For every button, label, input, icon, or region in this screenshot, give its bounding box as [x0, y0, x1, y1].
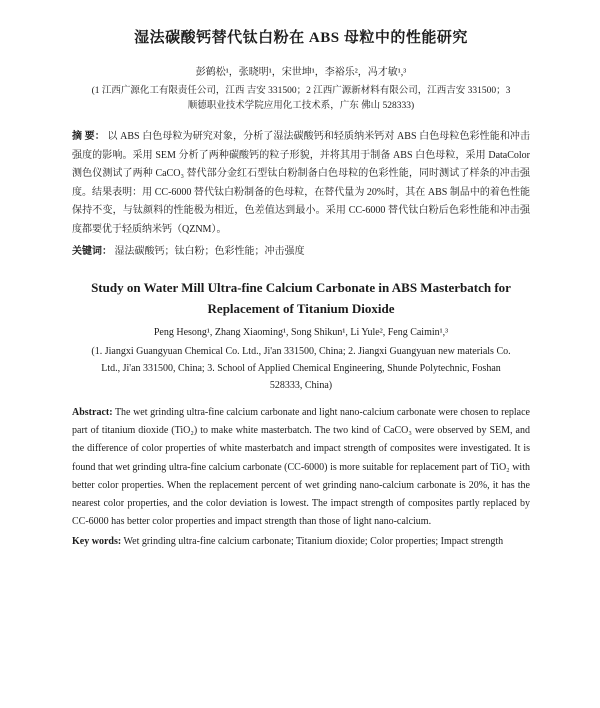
keywords-en: [72, 533, 530, 551]
keywords-text-en: Wet grinding ultra-fine calcium carbonate; Titanium dioxide; Color properties; Impact strength: [123, 536, 504, 548]
authors-en: Peng Hesong¹, Zhang Xiaoming¹, Song Shikun¹, Li Yule², Feng Caimin¹,³: [153, 327, 449, 338]
abstract-en: [72, 404, 530, 531]
paper-title-en: Study on Water Mill Ultra-fine Calcium Carbonate in ABS Masterbatch for Replacement of Titanium Dioxide: [91, 280, 511, 316]
paper-title-cn: 湿法碳酸钙替代钛白粉在 ABS 母粒中的性能研究: [134, 30, 468, 46]
abstract-label-cn: 摘 要：: [72, 131, 105, 142]
affiliation-cn: (1 江西广源化工有限责任公司，江西 吉安 331500；2 江西广源新材料有限公司，江西吉安 331500；3 顺德职业技术学院应用化工技术系，广东 佛山 528333): [91, 86, 511, 111]
keywords-text-cn: 湿法碳酸钙；钛白粉；色彩性能；冲击强度: [114, 246, 305, 257]
keywords-cn: [72, 243, 530, 261]
abstract-cn: [72, 128, 530, 239]
keywords-label-en: Key words:: [72, 536, 122, 548]
authors-cn: 彭鹤松¹，张晓明¹，宋世坤¹，李裕乐²，冯才敏¹,³: [195, 67, 407, 78]
abstract-text-cn: 以 ABS 白色母粒为研究对象，分析了湿法碳酸钙和轻质纳米钙对 ABS 白色母粒色彩性能和冲击强度的影响。采用 SEM 分析了两种碳酸钙的粒子形貌，并将其用于制备 ABS 白色母粒，采用 DataColor 测色仪测试了两种 CaCO₃ 替代部分金红石型钛白粉制备白色母粒的色彩性能，同时测试了样条的冲击强度。结果表明：用 CC-6000 替代钛白粉制备的色母粒，在替代量为 20%时，其在 ABS 制品中的着色性能保持不变，与钛颜料的性能极为相近，色差值达到最小。采用 CC-6000 替代钛白粉后色彩性能和冲击强度都要优于轻质纳米钙（QZNM）。: [72, 131, 531, 235]
abstract-label-en: Abstract:: [72, 407, 113, 418]
abstract-text-en: The wet grinding ultra-fine calcium carbonate and light nano-calcium carbonate were chosen to replace part of titanium dioxide (TiO₂) to make white masterbatch. The two kind of CaCO₃ were observed by SEM, and the difference of color properties of white masterbatch and impact strength of composites were investigated. It is found that wet grinding ultra-fine calcium carbonate (CC-6000) is more suitable for replacement part of TiO₂ with better color properties. When the replacement percent of wet grinding nano-calcium carbonate is 20%, it has the nearest color properties, and the color deviation is lowest. The impact strength of composites partly replaced by CC-6000 has better color properties and impact strength than those of light nano-calcium.: [72, 407, 530, 528]
affiliation-en: (1. Jiangxi Guangyuan Chemical Co. Ltd., Ji'an 331500, China; 2. Jiangxi Guangyuan new materials Co. Ltd., Ji'an 331500, China; 3. School of Applied Chemical Engineering, Shunde Polytechnic, Foshan 528333, China): [91, 346, 511, 391]
keywords-label-cn: 关键词：: [72, 246, 112, 257]
